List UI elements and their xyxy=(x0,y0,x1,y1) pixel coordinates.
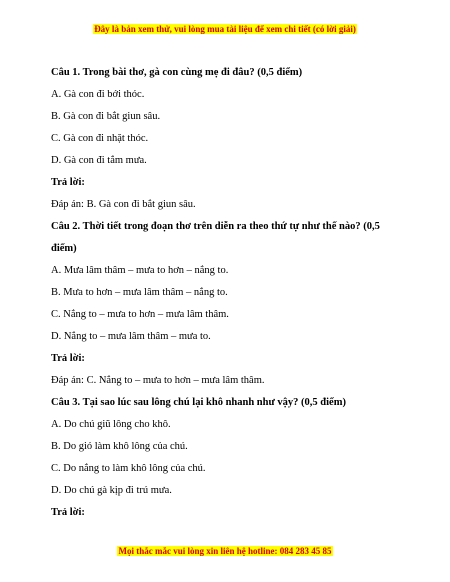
hotline-banner xyxy=(0,546,450,556)
question-1-option-d: D. Gà con đi tắm mưa. xyxy=(51,155,147,166)
question-3-title: Câu 3. Tại sao lúc sau lông chú lại khô nhanh như vậy? (0,5 điểm) xyxy=(51,397,346,408)
question-list xyxy=(51,66,391,528)
question-3-answer-label: Trả lời: xyxy=(51,507,85,518)
question-2-option-d: D. Nắng to – mưa lâm thâm – mưa to. xyxy=(51,331,211,342)
preview-notice-banner xyxy=(0,24,450,34)
question-3-option-d: D. Do chú gà kịp đi trú mưa. xyxy=(51,485,172,496)
question-3-option-c: C. Do nắng to làm khô lông của chú. xyxy=(51,463,206,474)
question-2-option-c: C. Nắng to – mưa to hơn – mưa lâm thâm. xyxy=(51,309,229,320)
question-3-option-b: B. Do gió làm khô lông của chú. xyxy=(51,441,188,452)
question-1-answer: Đáp án: B. Gà con đi bắt giun sâu. xyxy=(51,199,196,210)
question-2-answer-label: Trả lời: xyxy=(51,353,85,364)
question-2-answer: Đáp án: C. Nắng to – mưa to hơn – mưa lâm thâm. xyxy=(51,375,265,386)
question-1-option-a: A. Gà con đi bới thóc. xyxy=(51,89,145,100)
preview-notice-text: Đây là bản xem thử, vui lòng mua tài liệu để xem chi tiết (có lời giải) xyxy=(94,24,356,34)
question-1-answer-label: Trả lời: xyxy=(51,177,85,188)
question-2-title: Câu 2. Thời tiết trong đoạn thơ trên diễn ra theo thứ tự như thế nào? (0,5 điểm) xyxy=(51,221,380,254)
question-1-title: Câu 1. Trong bài thơ, gà con cùng mẹ đi đâu? (0,5 điểm) xyxy=(51,67,303,78)
question-2-option-b: B. Mưa to hơn – mưa lâm thâm – nắng to. xyxy=(51,287,228,298)
question-3-option-a: A. Do chú giũ lông cho khô. xyxy=(51,419,171,430)
hotline-text: Mọi thắc mắc vui lòng xin liên hệ hotline: 084 283 45 85 xyxy=(118,546,332,556)
question-1-option-b: B. Gà con đi bắt giun sâu. xyxy=(51,111,161,122)
question-2-option-a: A. Mưa lâm thâm – mưa to hơn – nắng to. xyxy=(51,265,229,276)
question-1-option-c: C. Gà con đi nhặt thóc. xyxy=(51,133,149,144)
